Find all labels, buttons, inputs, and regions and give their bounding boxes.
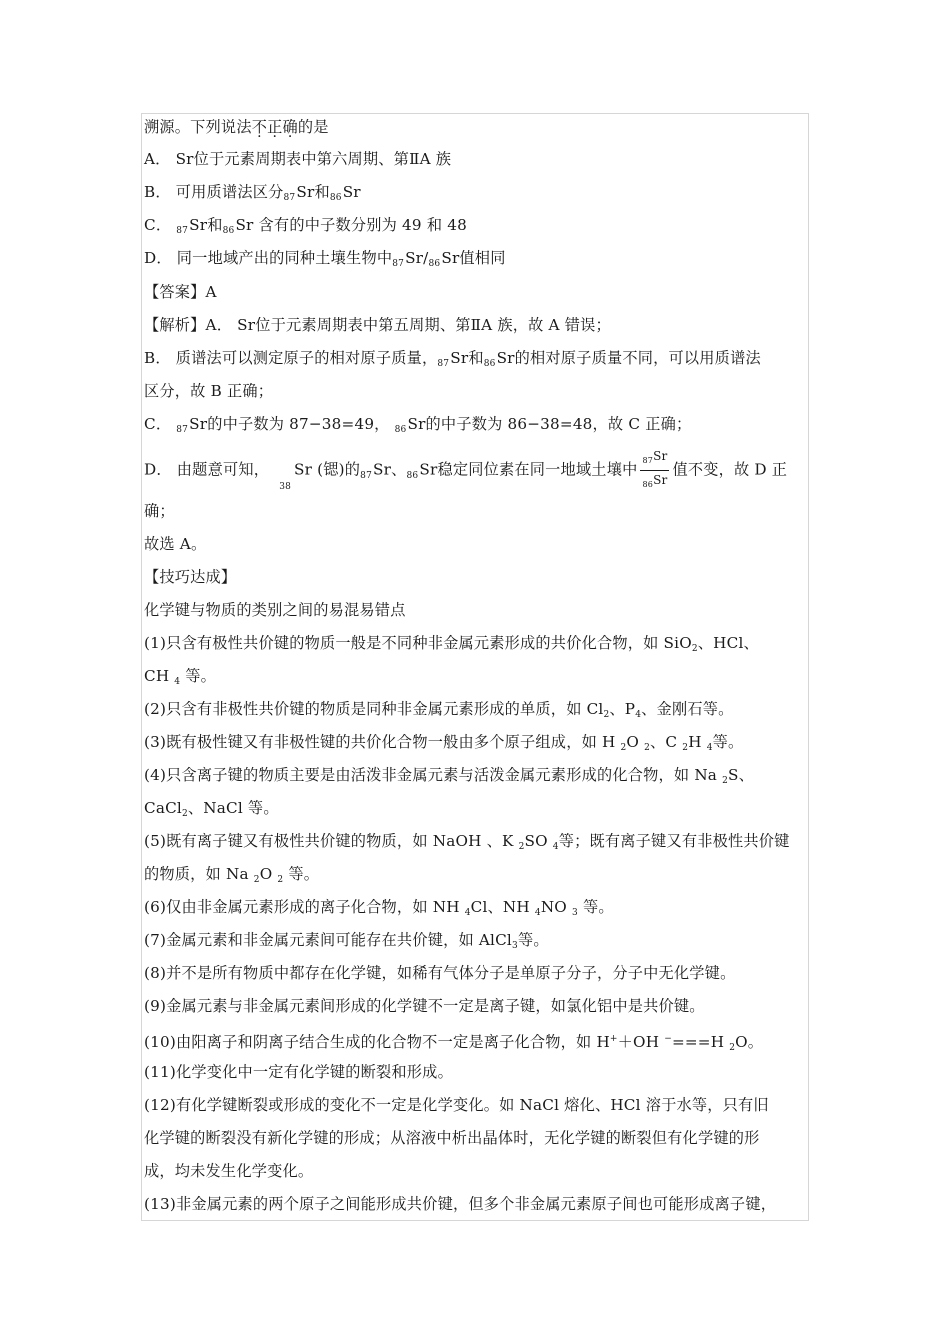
tip-13: (13)非金属元素的两个原子之间能形成共价键，但多个非金属元素原子间也可能形成离子键， (144, 1195, 777, 1213)
tip-1-line2: CH $_4$ 等。 (144, 667, 217, 687)
tips-subtitle: 化学键与物质的类别之间的易混易错点 (144, 601, 406, 619)
tip-4-line2: CaCl$_2$、NaCl 等。 (144, 799, 279, 819)
tip-10: (10)由阳离子和阴离子结合生成的化合物不一定是离子化合物，如 H+＋OH −===H $_2$O。 (144, 1033, 764, 1054)
tip-12-line2: 化学键的断裂没有新化学键的形成；从溶液中析出晶体时，无化学键的断裂但有化学键的形 (144, 1129, 760, 1147)
tip-12-line3: 成，均未发生化学变化。 (144, 1162, 314, 1180)
option-c: C． 87Sr和86Sr 含有的中子数分别为 49 和 48 (144, 216, 467, 236)
tip-9: (9)金属元素与非金属元素间形成的化学键不一定是离子键，如氯化铝中是共价键。 (144, 997, 705, 1015)
option-d: D． 同一地域产出的同种土壤生物中87Sr/86Sr值相同 (144, 249, 506, 269)
tip-11: (11)化学变化中一定有化学键的断裂和形成。 (144, 1063, 453, 1081)
conclusion: 故选 A。 (144, 535, 207, 553)
tip-6: (6)仅由非金属元素形成的离子化合物，如 NH $_4$Cl、NH $_4$NO $_3$ 等。 (144, 898, 614, 918)
tip-5-line1: (5)既有离子键又有极性共价键的物质，如 NaOH 、K $_2$SO $_4$等；既有离子键又有非极性共价键 (144, 832, 790, 852)
tip-4-line1: (4)只含离子键的物质主要是由活泼非金属元素与活泼金属元素形成的化合物，如 Na $_2$S、 (144, 766, 755, 786)
tip-1-line1: (1)只含有极性共价键的物质一般是不同种非金属元素形成的共价化合物，如 SiO$_2$、HCl、 (144, 634, 759, 654)
analysis-d-line1: D． 由题意可知， $_{38}$Sr (锶)的87Sr、86Sr稳定同位素在同一地域土壤中 $\frac{_{87}Sr}{_{86}Sr}$ 值不变，故 D 正 (144, 447, 787, 507)
analysis-c: C． 87Sr的中子数为 87−38=49， 86Sr的中子数为 86−38=48，故 C 正确； (144, 415, 692, 435)
analysis-a: 【解析】A． Sr位于元素周期表中第五周期、第ⅡA 族，故 A 错误； (144, 316, 611, 334)
tip-7: (7)金属元素和非金属元素间可能存在共价键，如 AlCl$_3$等。 (144, 931, 549, 951)
analysis-b-line2: 区分，故 B 正确； (144, 382, 274, 400)
analysis-b-line1: B． 质谱法可以测定原子的相对原子质量，87Sr和86Sr的相对原子质量不同，可以用质谱法 (144, 349, 761, 369)
analysis-d-line2: 确； (144, 502, 175, 520)
tip-8: (8)并不是所有物质中都存在化学键，如稀有气体分子是单原子分子，分子中无化学键。 (144, 964, 736, 982)
answer-line: 【答案】A (144, 283, 217, 301)
tips-heading: 【技巧达成】 (144, 568, 237, 586)
tip-5-line2: 的物质，如 Na $_2$O $_2$ 等。 (144, 865, 320, 885)
question-stem: 溯源。下列说法不正确的是 (144, 118, 329, 136)
isotope-ratio-fraction: $\frac{_{87}Sr}{_{86}Sr}$ (642, 449, 668, 489)
tip-2: (2)只含有非极性共价键的物质是同种非金属元素形成的单质，如 $Cl_2$、$P_4$、金刚石等。 (144, 700, 734, 720)
option-b: B． 可用质谱法区分87Sr和86Sr (144, 183, 361, 203)
tip-12-line1: (12)有化学键断裂或形成的变化不一定是化学变化。如 NaCl 熔化、HCl 溶于水等，只有旧 (144, 1096, 769, 1114)
tip-3: (3)既有极性键又有非极性键的共价化合物一般由多个原子组成，如 H $_2$O $_2$、C $_2$H $_4$等。 (144, 733, 744, 753)
option-a: A． Sr位于元素周期表中第六周期、第ⅡA 族 (144, 150, 452, 168)
